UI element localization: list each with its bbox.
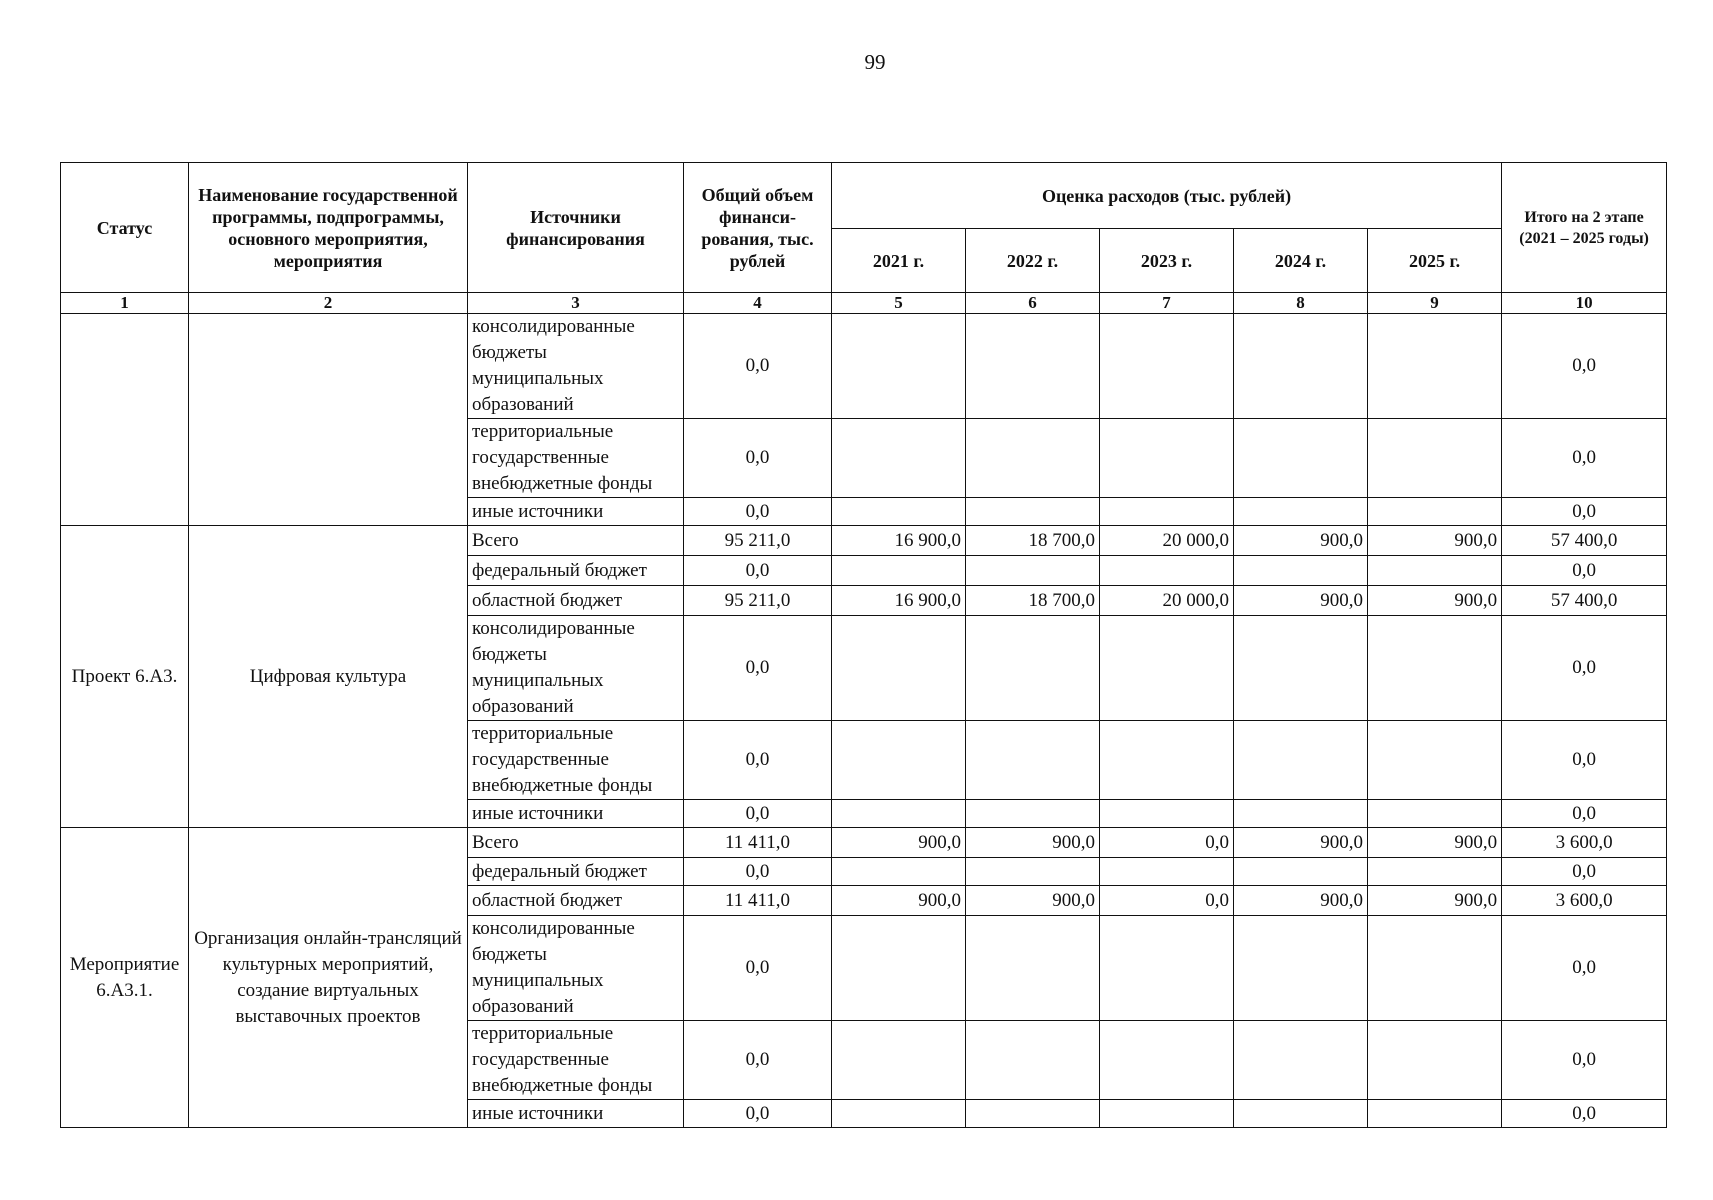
year-value-cell-2025 — [1368, 616, 1502, 721]
total-volume-cell: 0,0 — [684, 858, 832, 886]
year-value-cell-2023 — [1100, 419, 1234, 498]
year-value-cell-2024 — [1234, 616, 1368, 721]
year-value-cell-2025: 900,0 — [1368, 886, 1502, 916]
year-value-cell-2025 — [1368, 556, 1502, 586]
year-value-cell-2025 — [1368, 1100, 1502, 1128]
year-value-cell-2021 — [832, 616, 966, 721]
year-value-cell-2022 — [966, 800, 1100, 828]
year-value-cell-2024 — [1234, 314, 1368, 419]
year-value-cell-2025 — [1368, 1021, 1502, 1100]
year-value-cell-2022 — [966, 916, 1100, 1021]
header-name: Наименование государственной программы, подпрограммы, основного мероприятия, мероприятия — [189, 163, 468, 293]
year-value-cell-2021 — [832, 498, 966, 526]
table-body — [61, 314, 1667, 1128]
funding-source-cell: консолидированные бюджеты муниципальных образований — [468, 616, 684, 721]
year-value-cell-2021: 16 900,0 — [832, 526, 966, 556]
year-value-cell-2025 — [1368, 419, 1502, 498]
status-cell — [61, 314, 189, 526]
table-row — [61, 828, 1667, 858]
funding-source-cell: федеральный бюджет — [468, 556, 684, 586]
program-name-cell: Цифровая культура — [189, 526, 468, 828]
year-value-cell-2022 — [966, 721, 1100, 800]
header-year-2023: 2023 г. — [1100, 229, 1234, 293]
year-value-cell-2021: 900,0 — [832, 828, 966, 858]
year-value-cell-2025: 900,0 — [1368, 586, 1502, 616]
funding-source-cell: федеральный бюджет — [468, 858, 684, 886]
page-number: 99 — [864, 50, 886, 74]
funding-source-cell: консолидированные бюджеты муниципальных образований — [468, 916, 684, 1021]
year-value-cell-2023 — [1100, 858, 1234, 886]
year-value-cell-2022 — [966, 1100, 1100, 1128]
funding-source-cell: территориальные государственные внебюджетные фонды — [468, 1021, 684, 1100]
stage-total-cell: 0,0 — [1502, 858, 1667, 886]
year-value-cell-2023 — [1100, 616, 1234, 721]
funding-source-cell: областной бюджет — [468, 886, 684, 916]
year-value-cell-2021 — [832, 800, 966, 828]
year-value-cell-2023: 0,0 — [1100, 828, 1234, 858]
header-total-volume: Общий объем финанси-рования, тыс. рублей — [684, 163, 832, 293]
year-value-cell-2024: 900,0 — [1234, 526, 1368, 556]
total-volume-cell: 0,0 — [684, 556, 832, 586]
funding-source-cell: территориальные государственные внебюджетные фонды — [468, 419, 684, 498]
funding-source-cell: консолидированные бюджеты муниципальных образований — [468, 314, 684, 419]
year-value-cell-2023 — [1100, 1100, 1234, 1128]
total-volume-cell: 11 411,0 — [684, 828, 832, 858]
year-value-cell-2024 — [1234, 419, 1368, 498]
header-year-2024: 2024 г. — [1234, 229, 1368, 293]
year-value-cell-2023 — [1100, 800, 1234, 828]
year-value-cell-2024 — [1234, 800, 1368, 828]
year-value-cell-2023 — [1100, 314, 1234, 419]
year-value-cell-2022: 18 700,0 — [966, 586, 1100, 616]
column-number: 7 — [1100, 293, 1234, 314]
header-estimate: Оценка расходов (тыс. рублей) — [832, 163, 1502, 229]
stage-total-cell: 0,0 — [1502, 800, 1667, 828]
table-row — [61, 314, 1667, 419]
column-number: 8 — [1234, 293, 1368, 314]
year-value-cell-2023 — [1100, 498, 1234, 526]
year-value-cell-2025 — [1368, 916, 1502, 1021]
year-value-cell-2022 — [966, 419, 1100, 498]
header-year-2021: 2021 г. — [832, 229, 966, 293]
column-number: 3 — [468, 293, 684, 314]
year-value-cell-2023 — [1100, 556, 1234, 586]
total-volume-cell: 0,0 — [684, 1021, 832, 1100]
year-value-cell-2024 — [1234, 556, 1368, 586]
year-value-cell-2023: 20 000,0 — [1100, 586, 1234, 616]
stage-total-cell: 0,0 — [1502, 616, 1667, 721]
status-cell: Мероприятие 6.А3.1. — [61, 828, 189, 1128]
stage-total-cell: 3 600,0 — [1502, 828, 1667, 858]
year-value-cell-2021 — [832, 556, 966, 586]
column-numbers-row — [61, 293, 1667, 314]
year-value-cell-2022 — [966, 1021, 1100, 1100]
year-value-cell-2024: 900,0 — [1234, 828, 1368, 858]
year-value-cell-2021 — [832, 314, 966, 419]
column-number: 1 — [61, 293, 189, 314]
program-name-cell: Организация онлайн-трансляций культурных мероприятий, создание виртуальных выставочных проектов — [189, 828, 468, 1128]
year-value-cell-2024 — [1234, 858, 1368, 886]
column-number: 6 — [966, 293, 1100, 314]
year-value-cell-2021: 16 900,0 — [832, 586, 966, 616]
year-value-cell-2023: 20 000,0 — [1100, 526, 1234, 556]
year-value-cell-2023: 0,0 — [1100, 886, 1234, 916]
header-stage-total: Итого на 2 этапе (2021 – 2025 годы) — [1502, 163, 1667, 293]
year-value-cell-2025 — [1368, 800, 1502, 828]
column-number: 2 — [189, 293, 468, 314]
header-sources: Источники финансирования — [468, 163, 684, 293]
total-volume-cell: 0,0 — [684, 616, 832, 721]
year-value-cell-2025 — [1368, 858, 1502, 886]
total-volume-cell: 0,0 — [684, 916, 832, 1021]
stage-total-cell: 57 400,0 — [1502, 586, 1667, 616]
total-volume-cell: 11 411,0 — [684, 886, 832, 916]
year-value-cell-2022: 900,0 — [966, 828, 1100, 858]
stage-total-cell: 57 400,0 — [1502, 526, 1667, 556]
year-value-cell-2024 — [1234, 1021, 1368, 1100]
year-value-cell-2021 — [832, 419, 966, 498]
year-value-cell-2025: 900,0 — [1368, 828, 1502, 858]
stage-total-cell: 0,0 — [1502, 419, 1667, 498]
column-number: 10 — [1502, 293, 1667, 314]
year-value-cell-2024: 900,0 — [1234, 886, 1368, 916]
year-value-cell-2023 — [1100, 916, 1234, 1021]
year-value-cell-2024 — [1234, 498, 1368, 526]
funding-source-cell: иные источники — [468, 498, 684, 526]
year-value-cell-2021 — [832, 1100, 966, 1128]
total-volume-cell: 0,0 — [684, 498, 832, 526]
year-value-cell-2021 — [832, 858, 966, 886]
year-value-cell-2021 — [832, 1021, 966, 1100]
year-value-cell-2022 — [966, 616, 1100, 721]
funding-source-cell: территориальные государственные внебюджетные фонды — [468, 721, 684, 800]
total-volume-cell: 0,0 — [684, 314, 832, 419]
table-row — [61, 526, 1667, 556]
funding-source-cell: иные источники — [468, 800, 684, 828]
header-status: Статус — [61, 163, 189, 293]
year-value-cell-2022 — [966, 314, 1100, 419]
stage-total-cell: 0,0 — [1502, 1021, 1667, 1100]
stage-total-cell: 0,0 — [1502, 1100, 1667, 1128]
year-value-cell-2023 — [1100, 721, 1234, 800]
column-number: 5 — [832, 293, 966, 314]
stage-total-cell: 0,0 — [1502, 556, 1667, 586]
year-value-cell-2022: 900,0 — [966, 886, 1100, 916]
column-number: 4 — [684, 293, 832, 314]
header-year-2025: 2025 г. — [1368, 229, 1502, 293]
year-value-cell-2025: 900,0 — [1368, 526, 1502, 556]
year-value-cell-2021 — [832, 721, 966, 800]
total-volume-cell: 95 211,0 — [684, 526, 832, 556]
year-value-cell-2025 — [1368, 314, 1502, 419]
year-value-cell-2025 — [1368, 721, 1502, 800]
year-value-cell-2021 — [832, 916, 966, 1021]
total-volume-cell: 0,0 — [684, 800, 832, 828]
funding-source-cell: Всего — [468, 828, 684, 858]
funding-source-cell: областной бюджет — [468, 586, 684, 616]
year-value-cell-2022 — [966, 498, 1100, 526]
funding-source-cell: Всего — [468, 526, 684, 556]
header-year-2022: 2022 г. — [966, 229, 1100, 293]
year-value-cell-2022: 18 700,0 — [966, 526, 1100, 556]
financing-table — [60, 162, 1667, 1128]
year-value-cell-2024 — [1234, 721, 1368, 800]
table-header — [61, 163, 1667, 314]
year-value-cell-2021: 900,0 — [832, 886, 966, 916]
stage-total-cell: 0,0 — [1502, 314, 1667, 419]
year-value-cell-2024 — [1234, 1100, 1368, 1128]
total-volume-cell: 0,0 — [684, 721, 832, 800]
year-value-cell-2022 — [966, 556, 1100, 586]
total-volume-cell: 0,0 — [684, 1100, 832, 1128]
status-cell: Проект 6.А3. — [61, 526, 189, 828]
year-value-cell-2025 — [1368, 498, 1502, 526]
year-value-cell-2023 — [1100, 1021, 1234, 1100]
funding-source-cell: иные источники — [468, 1100, 684, 1128]
year-value-cell-2024 — [1234, 916, 1368, 1021]
column-number: 9 — [1368, 293, 1502, 314]
year-value-cell-2022 — [966, 858, 1100, 886]
total-volume-cell: 0,0 — [684, 419, 832, 498]
stage-total-cell: 0,0 — [1502, 721, 1667, 800]
total-volume-cell: 95 211,0 — [684, 586, 832, 616]
stage-total-cell: 0,0 — [1502, 498, 1667, 526]
stage-total-cell: 3 600,0 — [1502, 886, 1667, 916]
year-value-cell-2024: 900,0 — [1234, 586, 1368, 616]
program-name-cell — [189, 314, 468, 526]
stage-total-cell: 0,0 — [1502, 916, 1667, 1021]
